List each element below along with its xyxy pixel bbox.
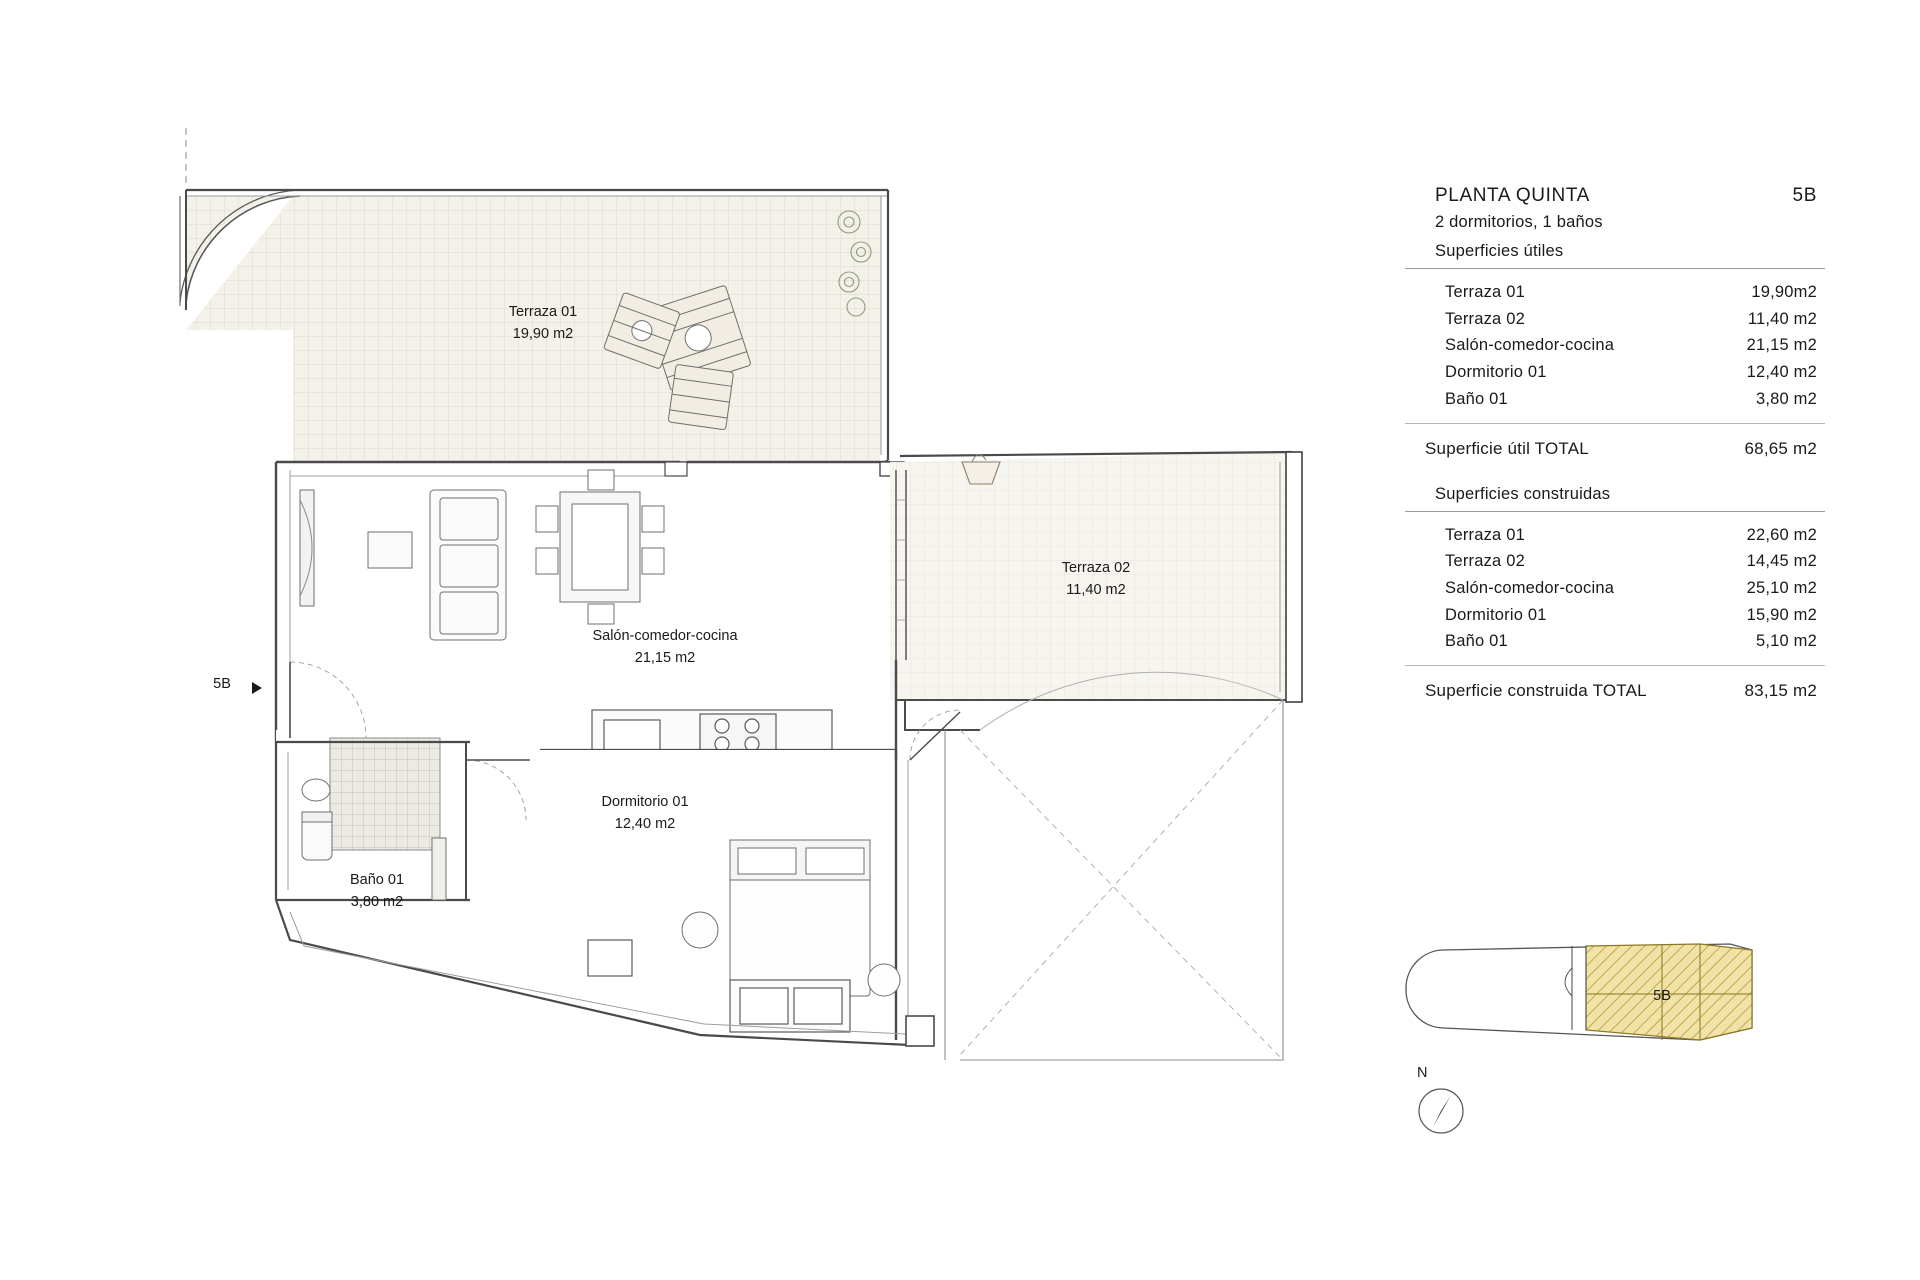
row-label: Salón-comedor-cocina xyxy=(1445,336,1615,355)
row-label: Dormitorio 01 xyxy=(1445,605,1547,624)
list-item xyxy=(1405,575,1825,602)
row-value: 15,90 m2 xyxy=(1746,605,1817,624)
list-item xyxy=(1405,386,1825,413)
row-value: 11,40 m2 xyxy=(1747,309,1817,328)
row-label: Terraza 01 xyxy=(1445,283,1525,301)
label-terraza-02-area: 11,40 m2 xyxy=(1066,582,1126,598)
key-plan xyxy=(1400,910,1800,1070)
unit-code: 5B xyxy=(1792,185,1817,206)
list-item xyxy=(1405,602,1825,629)
built-areas-heading: Superficies construidas xyxy=(1435,484,1611,503)
plan-header xyxy=(1405,185,1825,207)
list-item xyxy=(1405,522,1825,549)
total-label: Superficie útil TOTAL xyxy=(1425,438,1589,458)
label-terraza-01-name: Terraza 01 xyxy=(508,304,578,320)
row-value: 5,10 m2 xyxy=(1755,632,1817,651)
useful-areas-heading: Superficies útiles xyxy=(1435,242,1564,260)
label-dormitorio-area: 12,40 m2 xyxy=(614,816,676,832)
label-dormitorio-name: Dormitorio 01 xyxy=(601,794,689,810)
label-salon-area: 21,15 m2 xyxy=(634,650,696,666)
row-label: Baño 01 xyxy=(1445,632,1508,651)
total-value: 83,15 m2 xyxy=(1744,681,1817,701)
divider xyxy=(1405,268,1825,269)
built-areas-list xyxy=(1405,518,1825,658)
list-item xyxy=(1405,548,1825,575)
useful-areas-list xyxy=(1405,275,1825,415)
north-compass xyxy=(1405,1055,1515,1145)
row-label: Dormitorio 01 xyxy=(1445,363,1547,382)
divider xyxy=(1405,511,1825,512)
row-label: Baño 01 xyxy=(1445,389,1508,408)
list-item xyxy=(1405,628,1825,655)
row-label: Terraza 02 xyxy=(1445,309,1525,328)
row-label: Terraza 01 xyxy=(1445,525,1525,544)
row-value: 25,10 m2 xyxy=(1746,579,1817,598)
row-value: 14,45 m2 xyxy=(1746,552,1817,571)
row-value: 22,60 m2 xyxy=(1746,525,1817,544)
divider xyxy=(1405,665,1825,666)
divider xyxy=(1405,423,1825,424)
list-item xyxy=(1405,306,1825,333)
unit-subtitle: 2 dormitorios, 1 baños xyxy=(1435,213,1603,231)
label-salon-name: Salón-comedor-cocina xyxy=(592,628,738,644)
total-label: Superficie construida TOTAL xyxy=(1425,681,1647,701)
row-value: 12,40 m2 xyxy=(1746,363,1817,382)
row-label: Terraza 02 xyxy=(1445,552,1525,571)
total-value: 68,65 m2 xyxy=(1744,438,1817,458)
label-terraza-01-area: 19,90 m2 xyxy=(512,326,574,342)
row-value: 19,90m2 xyxy=(1751,283,1817,301)
list-item xyxy=(1405,359,1825,386)
plan-geometry xyxy=(180,128,1302,1060)
page-title: PLANTA QUINTA xyxy=(1435,185,1590,206)
built-total-row xyxy=(1405,672,1825,701)
list-item xyxy=(1405,279,1825,306)
compass-label: N xyxy=(1417,1065,1428,1081)
label-terraza-02-name: Terraza 02 xyxy=(1061,560,1131,576)
label-bano-area: 3,80 m2 xyxy=(350,894,404,910)
list-item xyxy=(1405,332,1825,359)
row-value: 3,80 m2 xyxy=(1755,389,1817,408)
label-bano-name: Baño 01 xyxy=(349,872,405,888)
entry-marker-label: 5B xyxy=(213,676,231,692)
areas-info-panel xyxy=(1405,185,1825,701)
row-label: Salón-comedor-cocina xyxy=(1445,579,1615,598)
row-value: 21,15 m2 xyxy=(1746,336,1817,355)
useful-total-row xyxy=(1405,430,1825,459)
keyplan-unit-label: 5B xyxy=(1653,988,1671,1004)
